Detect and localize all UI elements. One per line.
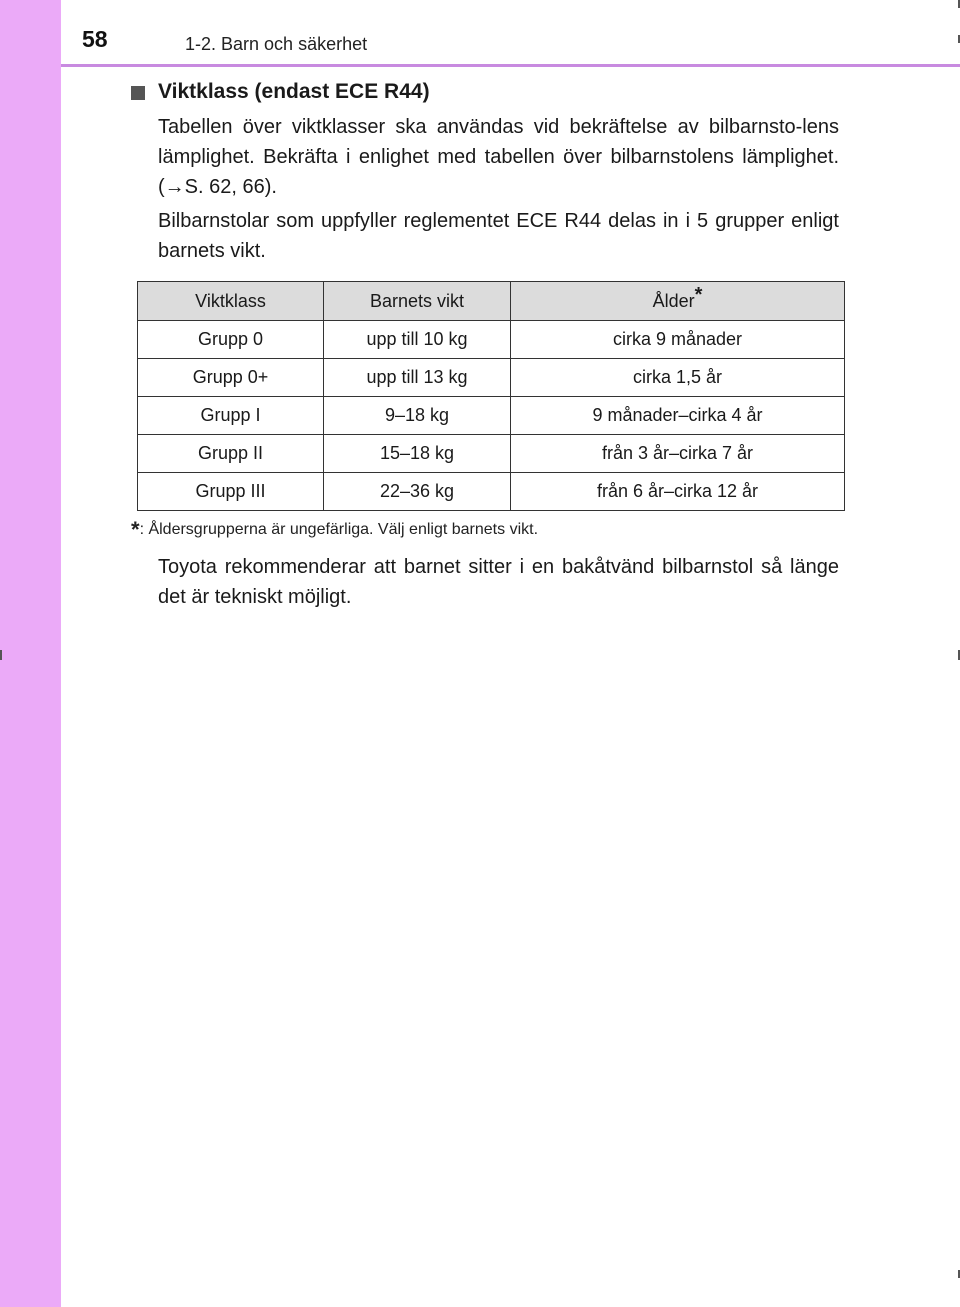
cell-class: Grupp III [138, 473, 324, 511]
header-alder-text: Ålder [652, 290, 695, 311]
cell-class: Grupp 0+ [138, 359, 324, 397]
cell-age: från 6 år–cirka 12 år [511, 473, 845, 511]
table-row [138, 321, 845, 359]
paragraph-recommendation: Toyota rekommenderar att barnet sitter i en bakåtvänd bilbarnstol så länge det är tekniskt möjligt. [158, 556, 839, 608]
footnote-asterisk-icon: * [131, 517, 140, 542]
weight-class-table [137, 281, 845, 511]
cell-weight: upp till 13 kg [324, 359, 511, 397]
cell-weight: 15–18 kg [324, 435, 511, 473]
asterisk-icon: * [694, 283, 703, 306]
table-header-row [138, 282, 845, 321]
paragraph-groups: Bilbarnstolar som uppfyller reglementet ECE R44 delas in i 5 grupper enligt barnets vikt. [158, 210, 839, 262]
subheading-text: Viktklass (endast ECE R44) [158, 80, 430, 103]
footnote-text: : Åldersgrupperna är ungefärliga. Välj enligt barnets vikt. [139, 521, 539, 538]
header-rule [61, 64, 960, 67]
cell-weight: 22–36 kg [324, 473, 511, 511]
cell-class: Grupp 0 [138, 321, 324, 359]
cell-class: Grupp II [138, 435, 324, 473]
square-bullet-icon [131, 86, 145, 100]
header-viktklass: Viktklass [138, 282, 324, 321]
cell-weight: upp till 10 kg [324, 321, 511, 359]
table-row [138, 473, 845, 511]
subheading [131, 80, 430, 104]
cell-age: från 3 år–cirka 7 år [511, 435, 845, 473]
crop-mark [0, 650, 2, 660]
section-title: 1-2. Barn och säkerhet [185, 34, 368, 54]
cell-weight: 9–18 kg [324, 397, 511, 435]
paragraph-intro: Tabellen över viktklasser ska användas vid bekräftelse av bilbarnsto-lens lämplighet. Bekräfta i enlighet med tabellen över bilbarnstolens lämplighet. (→S. 62, 66). [158, 116, 839, 198]
table-row [138, 359, 845, 397]
table-footnote [131, 514, 538, 540]
header-alder [511, 282, 845, 321]
table-row [138, 397, 845, 435]
cell-class: Grupp I [138, 397, 324, 435]
cell-age: 9 månader–cirka 4 år [511, 397, 845, 435]
cell-age: cirka 9 månader [511, 321, 845, 359]
page-number: 58 [82, 26, 108, 52]
left-color-band [0, 0, 61, 1307]
cell-age: cirka 1,5 år [511, 359, 845, 397]
table-row [138, 435, 845, 473]
header-barnets-vikt: Barnets vikt [324, 282, 511, 321]
